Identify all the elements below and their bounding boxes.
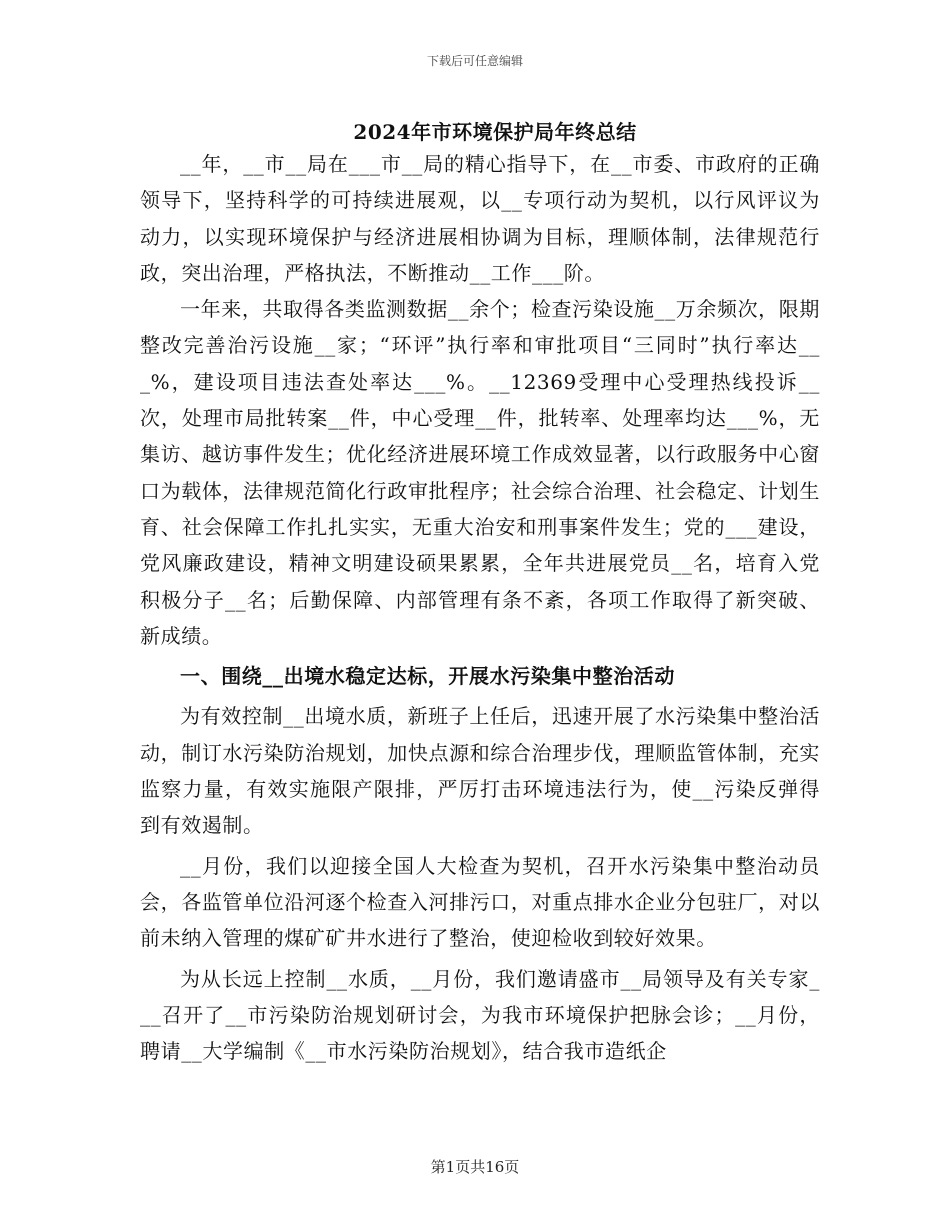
header-note: 下载后可任意编辑 bbox=[426, 54, 523, 68]
paragraph-intro: __年，__市__局在___市__局的精心指导下，在__市委、市政府的正确领导下，坚持科学的可持续进展观，以__专项行动为契机，以行风评议为动力，以实现环境保护与经济进展相协调为目标，理顺体制，法律规范行政，突出治理，严格执法，不断推动__工作___阶。 bbox=[140, 152, 820, 285]
paragraph-annual-results: 一年来，共取得各类监测数据__余个；检查污染设施__万余频次，限期整改完善治污设施__家；“环评”执行率和审批项目“三同时”执行率达___%，建设项目违法查处率达___%。__12369受理中心受理热线投诉__次，处理市局批转案__件，中心受理__件，批转率、处理率均达___%，无集访、越访事件发生；优化经济进展环境工作成效显著，以行政服务中心窗口为载体，法律规范简化行政审批程序；社会综合治理、社会稳定、计划生育、社会保障工作扎扎实实，无重大治安和刑事案件发生；党的___建设，党风廉政建设，精神文明建设硕果累累，全年共进展党员__名，培育入党积极分子__名；后勤保障、内部管理有条不紊，各项工作取得了新突破、新成绩。 bbox=[140, 297, 820, 648]
paragraph-water-control: 为有效控制__出境水质，新班子上任后，迅速开展了水污染集中整治活动，制订水污染防治规划，加快点源和综合治理步伐，理顺监管体制，充实监察力量，有效实施限产限排，严厉打击环境违法行为，使__污染反弹得到有效遏制。 bbox=[140, 704, 820, 838]
paragraph-inspection: __月份，我们以迎接全国人大检查为契机，召开水污染集中整治动员会，各监管单位沿河逐个检查入河排污口，对重点排水企业分包驻厂，对以前未纳入管理的煤矿矿井水进行了整治，使迎检收到较好效果。 bbox=[140, 853, 820, 951]
section-heading-1: 一、围绕__出境水稳定达标，开展水污染集中整治活动 bbox=[180, 664, 675, 689]
document-body bbox=[140, 146, 820, 1069]
paragraph-long-term-plan: 为从长远上控制__水质，__月份，我们邀请盛市__局领导及有关专家___召开了__市污染防治规划研讨会，为我市环境保护把脉会诊；__月份，聘请__大学编制《__市水污染防治规划》，结合我市造纸企 bbox=[140, 966, 820, 1064]
page-footer: 第1页共16页 bbox=[430, 1158, 520, 1176]
document-title: 2024年市环境保护局年终总结 bbox=[353, 120, 637, 144]
